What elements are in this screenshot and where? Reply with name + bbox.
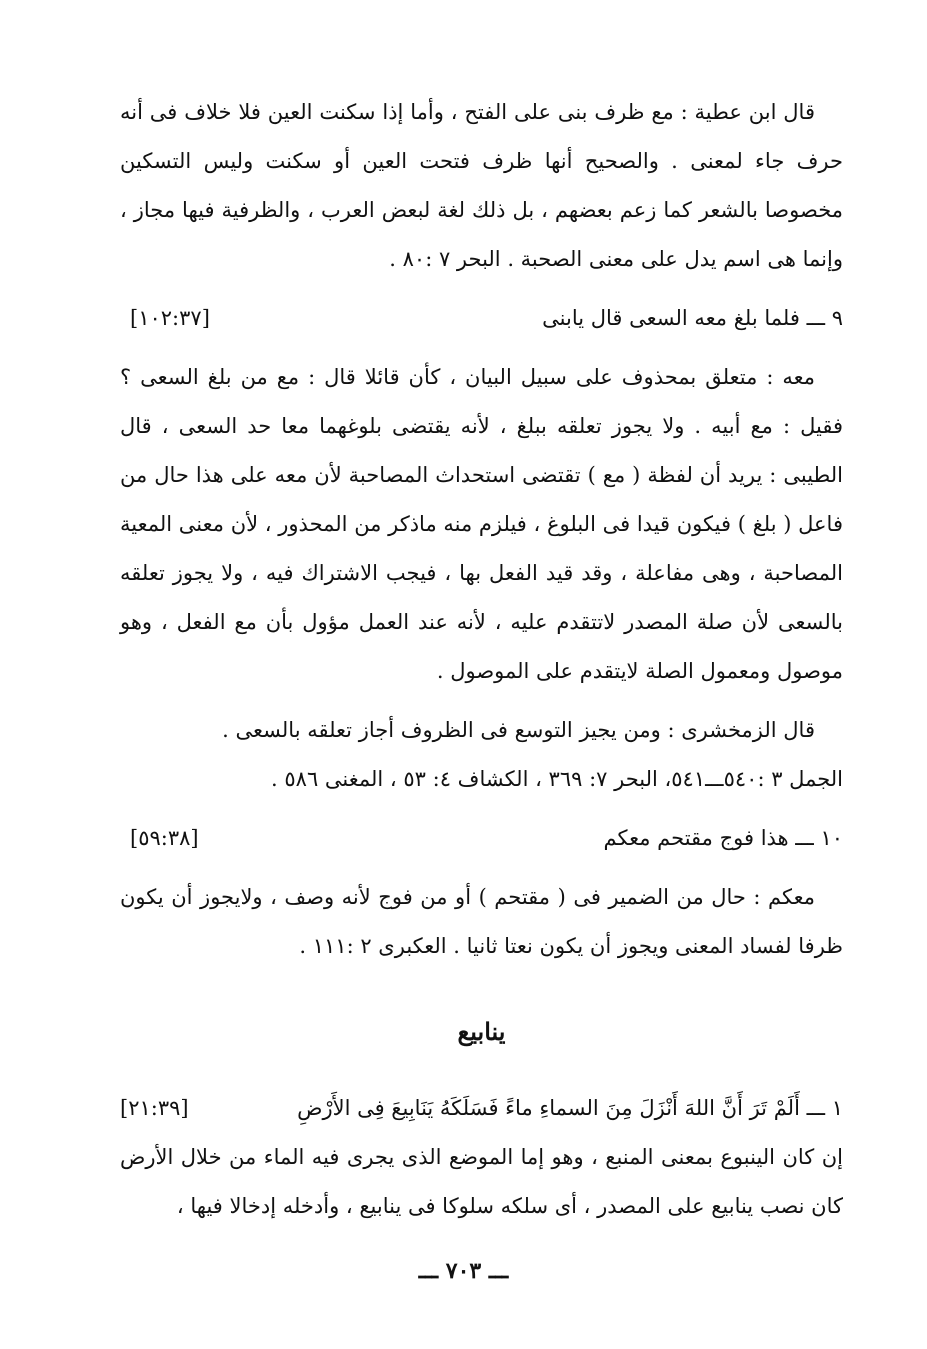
verse-1-reference: [٢١:٣٩] [120,1096,189,1120]
verse-9-text: ٩ ـــ فلما بلغ معه السعى قال يابنى [542,306,843,330]
verse-9 [120,294,843,343]
page-body [120,88,843,1231]
verse-9-reference: [١٠٢:٣٧] [130,306,210,330]
paragraph-zamakhshari: قال الزمخشرى : ومن يجيز التوسع فى الظروف أجاز تعلقه بالسعى . [222,718,815,742]
paragraph-maakum: معكم : حال من الضمير فى ( مقتحم ) أو من فوج لأنه وصف ، ولايجوز أن يكون ظرفا لفساد المعنى ويجوز أن يكون نعتا ثانيا . العكبرى ٢ :١١١ . [120,885,843,958]
verse-10-text: ١٠ ـــ هذا فوج مقتحم معكم [603,826,843,850]
verse-1 [120,1084,843,1133]
page-number: ـــ ٧٠٣ ـــ [418,1258,509,1284]
verse-10 [120,814,843,863]
paragraph-yanabi: إن كان الينبوع بمعنى المنبع ، وهو إما الموضع الذى يجرى فيه الماء من خلال الأرض كان نصب ينابيع على المصدر ، أى سلكه سلوكا فى ينابيع ، وأدخله إدخالا فيها ، [120,1145,843,1218]
paragraph-ibn-atiyya: قال ابن عطية : مع ظرف بنى على الفتح ، وأما إذا سكنت العين فلا خلاف فى أنه حرف جاء لمعنى . والصحيح أنها ظرف فتحت العين أو سكنت وليس التسكين مخصوصا بالشعر كما زعم بعضهم ، بل ذلك لغة لبعض العرب ، والظرفية فيها مجاز ، وإنما هى اسم يدل على معنى الصحبة . البحر ٧ :٨٠ . [120,100,844,271]
verse-10-reference: [٥٩:٣٨] [130,826,199,850]
section-heading: ينابيع [457,1017,506,1046]
paragraph-maahu: معه : متعلق بمحذوف على سبيل البيان ، كأن قائلا قال : مع من بلغ السعى ؟ فقيل : مع أبيه . ولا يجوز تعلقه ببلغ ، لأنه يقتضى بلوغهما معا حد السعى ، قال الطيبى : يريد أن لفظة ( مع ) تقتضى استحداث المصاحبة لأن معه على هذا حال من فاعل ( بلغ ) فيكون قيدا فى البلوغ ، فيلزم منه ماذكر من المحذور ، لأن معنى المعية المصاحبة ، وهى مفاعلة ، وقد قيد الفعل بها ، فيجب الاشتراك فيه ، ولا يجوز تعلقه بالسعى لأن صلة المصدر لاتتقدم عليه ، لأنه عند العمل مؤول بأن مع الفعل ، وهو موصول ومعمول الصلة لايتقدم على الموصول . [120,365,843,683]
verse-1-text: ١ ـــ أَلَمْ تَرَ أَنَّ اللهَ أَنْزَلَ مِنَ السماءِ ماءً فَسَلَكَهُ يَنَابِيعَ فِى الأَرْضِ [297,1096,843,1120]
paragraph-sources: الجمل ٣ :٥٤٠ـــ٥٤١، البحر ٧: ٣٦٩ ، الكشاف ٤: ٥٣ ، المغنى ٥٨٦ . [271,767,843,791]
